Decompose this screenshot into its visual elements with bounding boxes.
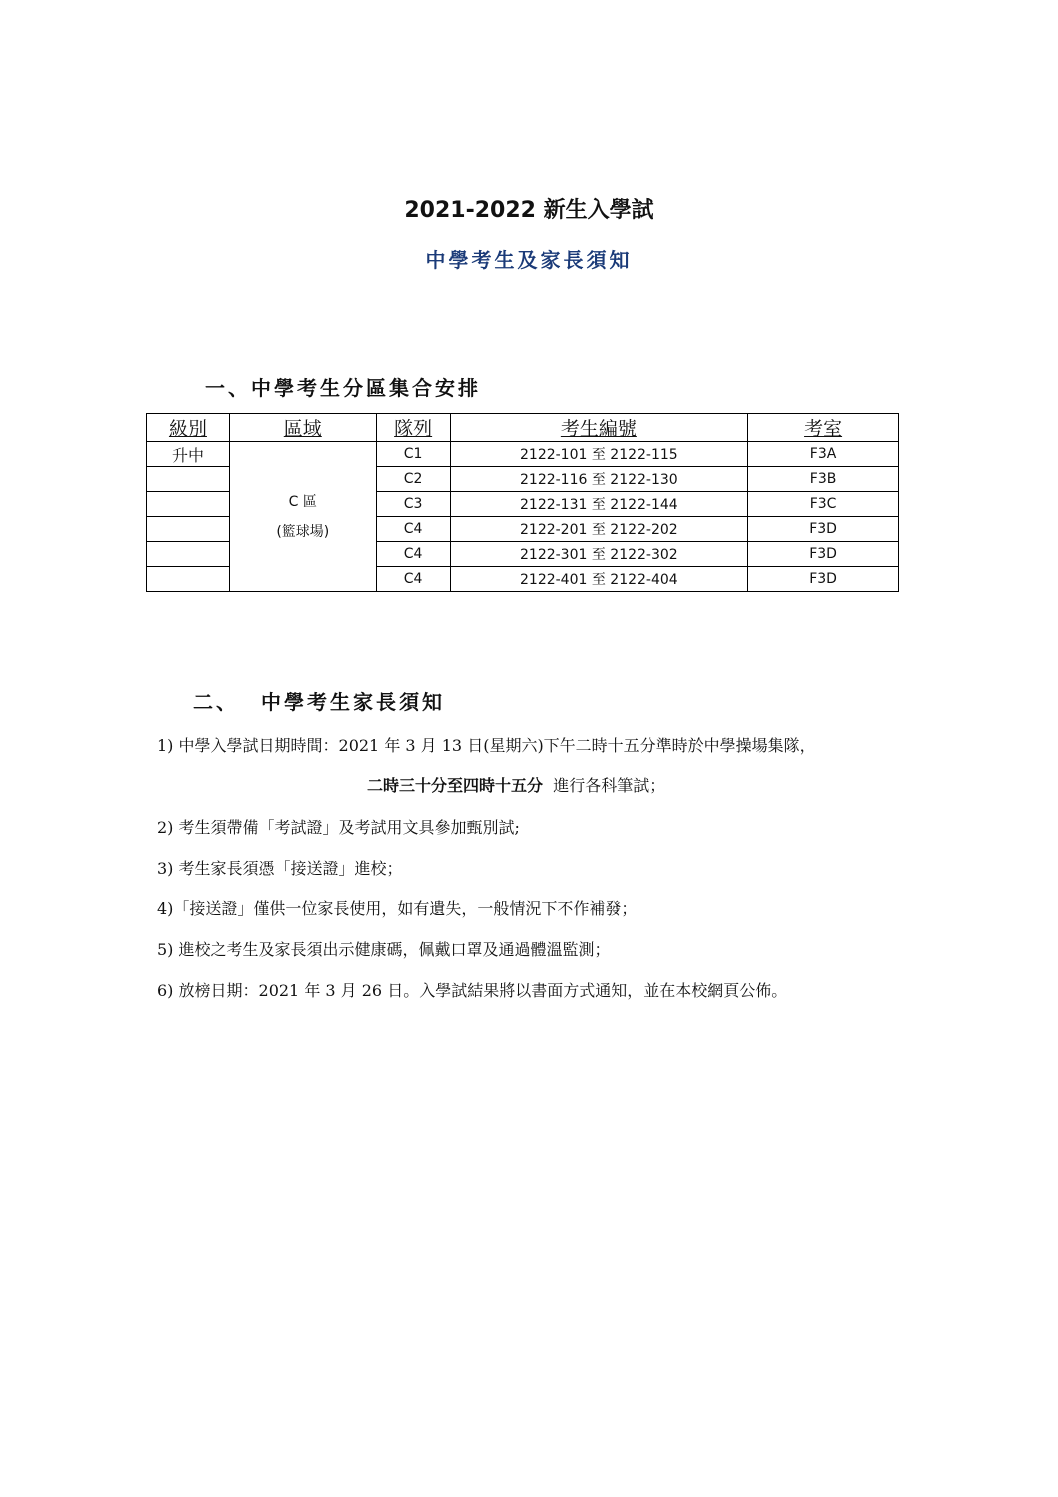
candidate-ids-cell: 2122-401 至 2122-404 (450, 567, 748, 592)
level-cell (147, 542, 230, 567)
level-cell (147, 467, 230, 492)
header-queue: 隊列 (376, 414, 450, 442)
document-title: 2021-2022 新生入學試 (404, 198, 654, 223)
table-row (147, 442, 899, 467)
zone-cell (229, 442, 376, 592)
room-cell: F3B (748, 467, 899, 492)
candidate-ids-cell: 2122-201 至 2122-202 (450, 517, 748, 542)
room-cell: F3D (748, 517, 899, 542)
queue-cell: C1 (376, 442, 450, 467)
table-header-row (147, 414, 899, 442)
queue-cell: C4 (376, 542, 450, 567)
notice-item-6: 6) 放榜日期：2021 年 3 月 26 日。入學試結果將以書面方式通知，並在本校網頁公佈。 (157, 981, 788, 1000)
header-zone: 區域 (229, 414, 376, 442)
level-cell: 升中 (147, 442, 230, 467)
queue-cell: C3 (376, 492, 450, 517)
room-cell: F3A (748, 442, 899, 467)
queue-cell: C2 (376, 467, 450, 492)
level-cell (147, 567, 230, 592)
level-cell (147, 492, 230, 517)
queue-cell: C4 (376, 517, 450, 542)
candidate-ids-cell: 2122-116 至 2122-130 (450, 467, 748, 492)
section2-heading-text: 中學考生家長須知 (261, 690, 445, 714)
header-level: 級別 (147, 414, 230, 442)
candidate-ids-cell: 2122-131 至 2122-144 (450, 492, 748, 517)
notice-item-1: 1) 中學入學試日期時間：2021 年 3 月 13 日(星期六)下午二時十五分準時於中學操場集隊， (157, 736, 816, 755)
notice-item-4: 4)「接送證」僅供一位家長使用，如有遺失，一般情況下不作補發； (157, 899, 638, 918)
notice-item-1-continued (367, 773, 665, 796)
section1-heading: 一、中學考生分區集合安排 (205, 376, 481, 400)
exam-time-range: 二時三十分至四時十五分 (367, 776, 544, 795)
exam-time-note: 進行各科筆試； (553, 776, 666, 795)
candidate-ids-cell: 2122-301 至 2122-302 (450, 542, 748, 567)
queue-cell: C4 (376, 567, 450, 592)
section2-heading-number: 二、 (193, 690, 239, 714)
document-subtitle: 中學考生及家長須知 (425, 248, 633, 272)
notice-item-2: 2) 考生須帶備「考試證」及考試用文具參加甄別試; (157, 818, 520, 837)
room-cell: F3D (748, 542, 899, 567)
room-cell: F3C (748, 492, 899, 517)
assembly-table (146, 413, 899, 592)
header-room: 考室 (748, 414, 899, 442)
level-cell (147, 517, 230, 542)
header-candidate-ids: 考生編號 (450, 414, 748, 442)
section2-heading (193, 686, 445, 715)
candidate-ids-cell: 2122-101 至 2122-115 (450, 442, 748, 467)
zone-name: C 區 (288, 493, 317, 510)
notice-item-5: 5) 進校之考生及家長須出示健康碼，佩戴口罩及通過體溫監測； (157, 940, 611, 959)
zone-location: (籃球場) (276, 523, 330, 540)
notice-item-3: 3) 考生家長須憑「接送證」進校； (157, 859, 403, 878)
room-cell: F3D (748, 567, 899, 592)
